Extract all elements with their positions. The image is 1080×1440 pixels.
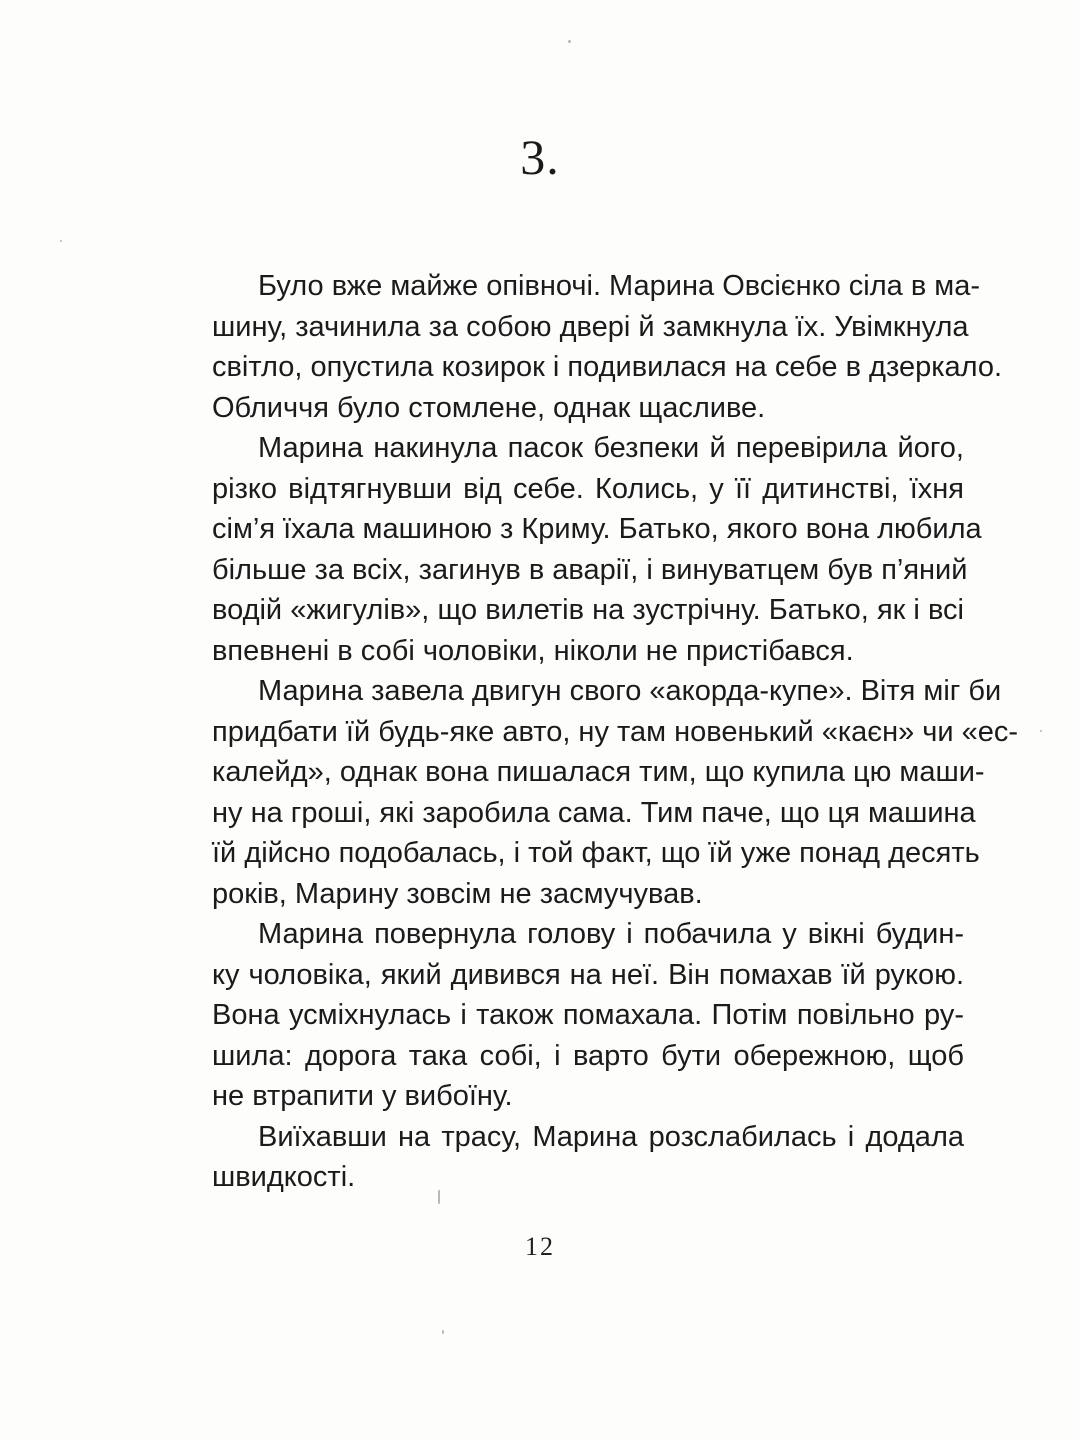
text-line: більше за всіх, загинув в аварії, і винуватцем був п’яний <box>212 553 968 586</box>
text-line: Марина завела двигун свого «акорда-купе». Вітя міг би <box>258 675 1002 707</box>
text-line: калейд», однак вона пишалася тим, що купила цю маши- <box>212 756 985 788</box>
page-number: 12 <box>525 1232 555 1261</box>
scan-speck <box>1040 730 1042 732</box>
text-line: їй дійсно подобалась, і той факт, що їй уже понад десять <box>212 837 980 869</box>
chapter-number: 3. <box>520 129 560 185</box>
text-line: водій «жигулів», що вилетів на зустрічну. Батько, як і всі <box>212 594 964 626</box>
scan-speck <box>568 40 571 43</box>
text-line: Виїхавши на трасу, Марина розслабилась і додала <box>258 1120 964 1153</box>
text-line: Вона усміхнулась і також помахала. Потім повільно ру- <box>212 999 964 1031</box>
text-line: не втрапити у вибоїну. <box>212 1080 513 1112</box>
text-line: впевнені в собі чоловіки, ніколи не пристібався. <box>212 634 854 667</box>
text-line: сім’я їхала машиною з Криму. Батько, якого вона любила <box>212 513 982 545</box>
scan-speck <box>60 240 62 242</box>
text-line: придбати їй будь-яке авто, ну там новенький «каєн» чи «ес- <box>212 715 1019 748</box>
text-line: ку чоловіка, який дивився на неї. Він помахав їй рукою. <box>212 958 964 991</box>
text-line: Було вже майже опівночі. Марина Овсієнко сіла в ма- <box>258 270 981 302</box>
text-line: шину, зачинила за собою двері й замкнула їх. Увімкнула <box>212 310 969 343</box>
text-line: швидкості. <box>212 1161 356 1193</box>
text-line: світло, опустила козирок і подивилася на себе в дзеркало. <box>212 351 1003 383</box>
chapter-body <box>212 266 1019 1198</box>
scan-speck <box>438 1190 440 1204</box>
text-line: шила: дорога така собі, і варто бути обережною, щоб <box>212 1039 964 1072</box>
text-line: Марина накинула пасок безпеки й перевірила його, <box>258 432 964 464</box>
text-line: Марина повернула голову і побачила у вікні будин- <box>258 918 964 950</box>
text-line: різко відтягнувши від себе. Колись, у її дитинстві, їхня <box>212 472 964 505</box>
text-line: ну на гроші, які заробила сама. Тим паче, що ця машина <box>212 796 976 829</box>
text-line: років, Марину зовсім не засмучував. <box>212 877 703 910</box>
scan-speck <box>442 1330 444 1334</box>
text-line: Обличчя було стомлене, однак щасливе. <box>212 391 766 424</box>
